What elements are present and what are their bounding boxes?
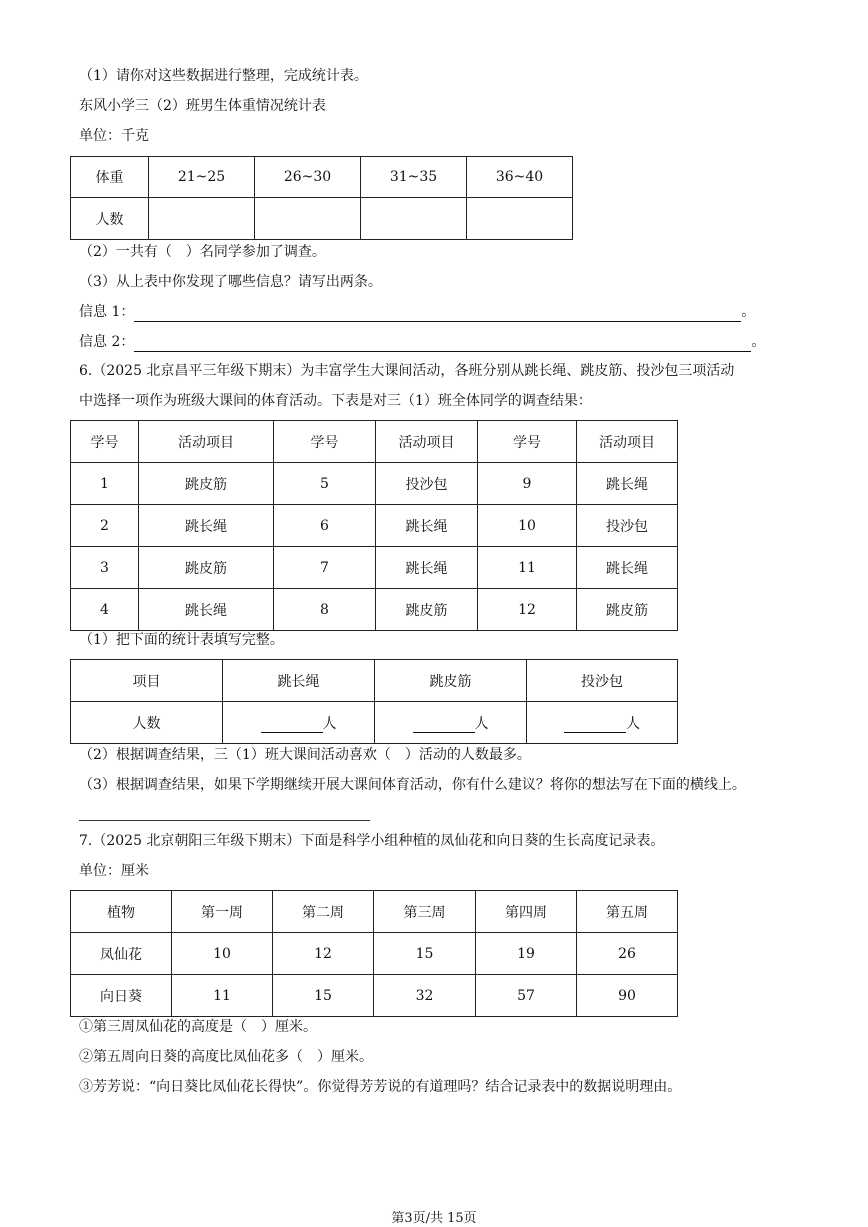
info1-answer-line[interactable] [134,305,741,322]
weight-range-cell: 21~25 [149,157,255,198]
survey-cell: 跳长绳 [139,505,274,547]
q7-sub2: ②第五周向日葵的高度比凤仙花多（ ）厘米。 [79,1049,373,1065]
survey-cell: 投沙包 [376,463,478,505]
growth-cell: 90 [577,975,678,1017]
q7-stem: 7.（2025 北京朝阳三年级下期末）下面是科学小组种植的凤仙花和向日葵的生长高度记录表。 [79,833,665,849]
survey-cell: 4 [71,589,139,631]
stat-answer-cell [527,702,678,744]
survey-cell: 投沙包 [577,505,678,547]
stat-header-cell: 跳长绳 [223,660,375,702]
q6-part1: （1）把下面的统计表填写完整。 [79,632,284,648]
person-unit: 人 [474,715,489,732]
survey-cell: 8 [274,589,376,631]
info2-period: 。 [751,334,766,350]
growth-cell: 12 [273,933,374,975]
survey-cell: 1 [71,463,139,505]
growth-cell: 15 [374,933,476,975]
count-answer-cell[interactable] [255,198,361,240]
q6-part2: （2）根据调查结果，三（1）班大课间活动喜欢（ ）活动的人数最多。 [79,747,531,763]
survey-cell: 跳皮筋 [376,589,478,631]
growth-cell: 凤仙花 [71,933,172,975]
info2-row [79,332,765,352]
info2-answer-line[interactable] [134,335,751,352]
survey-cell: 10 [478,505,577,547]
growth-header-cell: 第二周 [273,891,374,933]
q5-table-title: 东风小学三（2）班男生体重情况统计表 [79,98,326,114]
survey-cell: 5 [274,463,376,505]
stat-header-cell: 项目 [71,660,223,702]
person-unit: 人 [626,715,640,732]
growth-header-cell: 第五周 [577,891,678,933]
weight-table [70,156,573,240]
weight-range-cell: 31~35 [361,157,467,198]
survey-cell: 跳长绳 [577,547,678,589]
page-footer: 第3页/共 15页 [391,1211,477,1226]
survey-cell: 6 [274,505,376,547]
survey-cell: 7 [274,547,376,589]
survey-cell: 跳皮筋 [139,547,274,589]
q6-stem-line2: 中选择一项作为班级大课间的体育活动。下表是对三（1）班全体同学的调查结果： [79,393,592,409]
growth-header-cell: 第四周 [476,891,577,933]
survey-cell: 跳长绳 [577,463,678,505]
survey-header-cell: 活动项目 [577,421,678,463]
activity-stat-table [70,659,678,744]
survey-header-cell: 学号 [274,421,376,463]
survey-cell: 11 [478,547,577,589]
q7-sub3: ③芳芳说：“向日葵比凤仙花长得快”。你觉得芳芳说的有道理吗？结合记录表中的数据说明理由。 [79,1079,682,1095]
stat-blank[interactable] [564,718,626,733]
growth-header-cell: 植物 [71,891,172,933]
info1-row [79,302,755,322]
weight-header-cell: 体重 [71,157,149,198]
stat-header-cell: 跳皮筋 [375,660,527,702]
stat-blank[interactable] [413,718,475,733]
info1-period: 。 [741,304,756,320]
survey-table [70,420,678,631]
weight-range-cell: 26~30 [255,157,361,198]
stat-row-label: 人数 [71,702,223,744]
growth-header-cell: 第一周 [172,891,273,933]
survey-cell: 2 [71,505,139,547]
person-unit: 人 [322,715,337,732]
survey-cell: 9 [478,463,577,505]
growth-cell: 57 [476,975,577,1017]
growth-cell: 32 [374,975,476,1017]
growth-cell: 15 [273,975,374,1017]
survey-cell: 跳长绳 [376,547,478,589]
growth-cell: 11 [172,975,273,1017]
survey-header-cell: 学号 [71,421,139,463]
q7-unit: 单位：厘米 [79,863,149,879]
info1-label: 信息 1： [79,304,135,320]
q5-part1: （1）请你对这些数据进行整理，完成统计表。 [79,68,368,84]
survey-header-cell: 活动项目 [376,421,478,463]
stat-blank[interactable] [261,718,323,733]
info2-label: 信息 2： [79,334,135,350]
count-header-cell: 人数 [71,198,149,240]
q5-unit: 单位：千克 [79,128,149,144]
stat-answer-cell [223,702,375,744]
survey-cell: 跳皮筋 [139,463,274,505]
q7-sub1: ①第三周凤仙花的高度是（ ）厘米。 [79,1019,317,1035]
survey-cell: 12 [478,589,577,631]
growth-cell: 19 [476,933,577,975]
q6-stem-line1: 6.（2025 北京昌平三年级下期末）为丰富学生大课间活动，各班分别从跳长绳、跳皮筋、投沙包三项活动 [79,363,735,379]
stat-header-cell: 投沙包 [527,660,678,702]
weight-range-cell: 36~40 [467,157,573,198]
survey-cell: 跳长绳 [376,505,478,547]
growth-table [70,890,678,1017]
survey-cell: 3 [71,547,139,589]
count-answer-cell[interactable] [467,198,573,240]
q5-part2: （2）一共有（ ）名同学参加了调查。 [79,244,326,260]
survey-cell: 跳皮筋 [577,589,678,631]
growth-cell: 10 [172,933,273,975]
q5-part3: （3）从上表中你发现了哪些信息？请写出两条。 [79,274,382,290]
count-answer-cell[interactable] [361,198,467,240]
count-answer-cell[interactable] [149,198,255,240]
survey-header-cell: 学号 [478,421,577,463]
stat-answer-cell [375,702,527,744]
q6-part3: （3）根据调查结果，如果下学期继续开展大课间体育活动，你有什么建议？将你的想法写在下面的横线上。 [79,777,746,793]
growth-header-cell: 第三周 [374,891,476,933]
growth-cell: 26 [577,933,678,975]
survey-cell: 跳长绳 [139,589,274,631]
survey-header-cell: 活动项目 [139,421,274,463]
growth-cell: 向日葵 [71,975,172,1017]
suggestion-answer-line[interactable] [79,820,370,821]
